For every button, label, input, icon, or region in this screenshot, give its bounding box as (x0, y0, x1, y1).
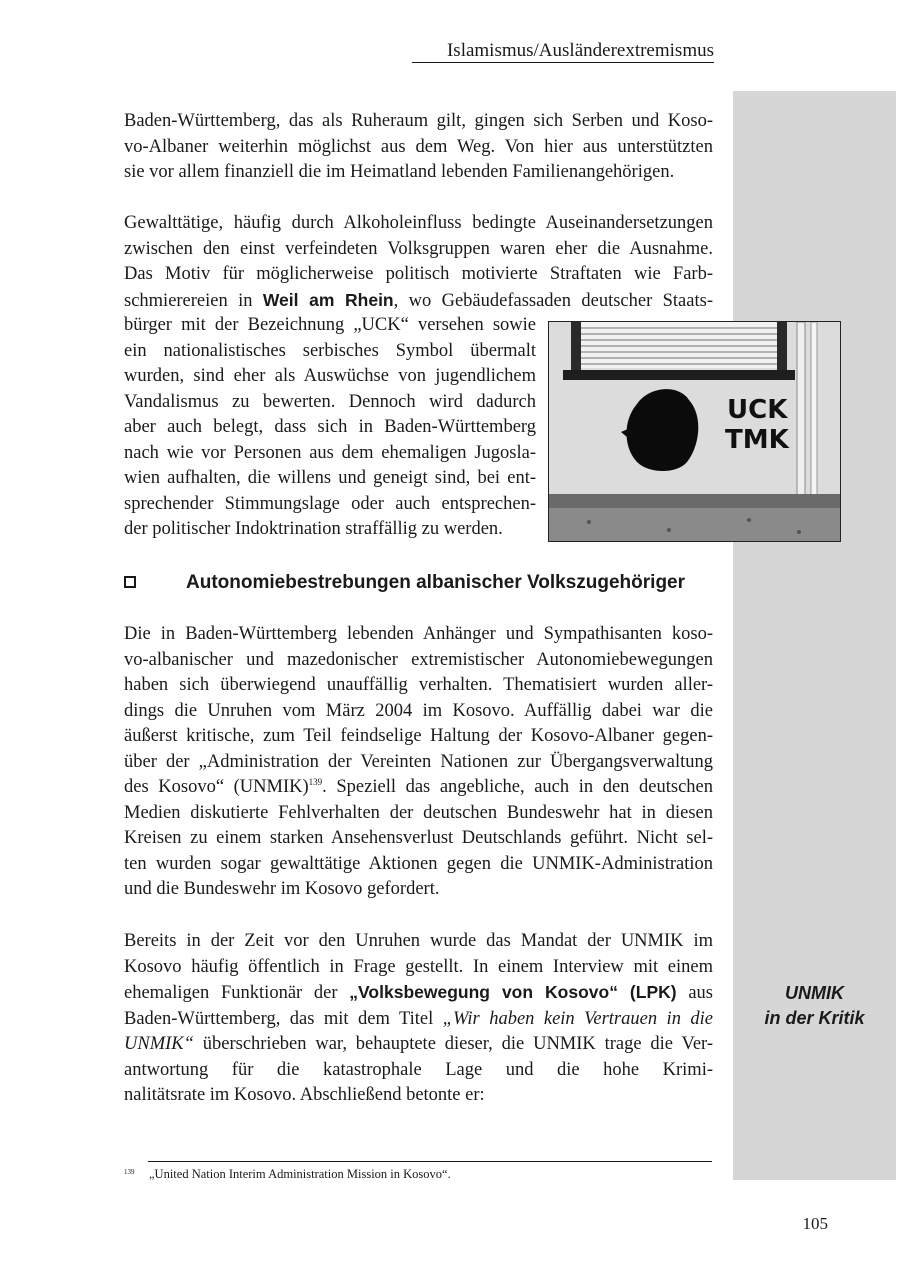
text-line (124, 1007, 713, 1033)
text-line: Bereits in der Zeit vor den Unruhen wurde das Mandat der UNMIK im (124, 931, 713, 951)
text-line: ein nationalistisches serbisches Symbol übermalt (124, 340, 536, 361)
text-line: zwischen den einst verfeindeten Volksgruppen waren eher die Ausnahme. (124, 238, 713, 259)
text-line: dings die Unruhen vom März 2004 im Kosovo. Auffällig dabei war die (124, 700, 713, 721)
text-line: wurden, sind eher als Auswüchse von jugendlichem (124, 366, 536, 386)
margin-note-line: in der Kritik (764, 1008, 865, 1028)
footnote-ref[interactable]: 139 (308, 776, 323, 787)
text-line: äußerst kritische, zum Teil feindselige Haltung der Kosovo-Albaner gegen- (124, 726, 713, 746)
text-line (124, 775, 713, 801)
text-line: Gewalttätige, häufig durch Alkoholeinfluss bedingte Auseinandersetzungen (124, 213, 713, 233)
text-run: . Speziell das angebliche, auch in den deutschen (322, 777, 713, 797)
footnote-divider (148, 1161, 712, 1162)
text-line (124, 288, 713, 315)
text-line: Kosovo häufig öffentlich in Frage gestellt. In einem Interview mit einem (124, 956, 713, 977)
paragraph-2-wrap (124, 313, 536, 543)
text-run: überschrieben war, behauptete dieser, die UNMIK trage die Ver- (193, 1034, 713, 1054)
text-run: aus (676, 983, 713, 1003)
paragraph-3 (124, 622, 713, 903)
text-line (124, 1032, 713, 1058)
graffiti-photo (548, 321, 841, 542)
text-line (124, 980, 713, 1007)
text-run: des Kosovo“ (UNMIK) (124, 777, 309, 797)
text-run: ehemaligen Funktionär der (124, 983, 350, 1003)
text-line: bürger mit der Bezeichnung „UCK“ versehen sowie (124, 315, 536, 335)
text-line: Medien diskutierte Fehlverhalten der deutschen Bundeswehr hat in diesen (124, 802, 713, 823)
interview-title: UNMIK“ (124, 1034, 194, 1054)
text-line: wien aufhalten, die willens und geneigt sind, bei ent- (124, 468, 536, 488)
text-line: sprechender Stimmungslage oder auch entsprechen- (124, 493, 536, 514)
text-line: und die Bundeswehr im Kosovo gefordert. (124, 879, 440, 899)
checkbox-bullet-icon (124, 576, 136, 588)
text-line: aber auch belegt, dass sich in Baden-Württemberg (124, 417, 536, 437)
footnote-text: „United Nation Interim Administration Mission in Kosovo“. (149, 1167, 451, 1181)
graffiti-photo-drawing (549, 322, 840, 541)
paragraph-4 (124, 929, 713, 1109)
interview-title: „Wir haben kein Vertrauen in die (442, 1008, 713, 1029)
running-header: Islamismus/Ausländerextremismus (412, 40, 714, 63)
text-line: der politischer Indoktrination straffällig zu werden. (124, 519, 503, 539)
margin-note-line: UNMIK (785, 983, 844, 1003)
text-line: antwortung für die katastrophale Lage und die hohe Krimi- (124, 1059, 713, 1080)
footnote (124, 1166, 451, 1185)
text-line: ten wurden sogar gewalttätige Aktionen gegen die UNMIK-Administration (124, 853, 713, 874)
page-number: 105 (802, 1214, 828, 1233)
text-line: über der „Administration der Vereinten Nationen zur Übergangsverwaltung (124, 751, 713, 772)
text-line: vo-albanischer und mazedonischer extremistischer Autonomiebewegungen (124, 649, 713, 670)
footnote-number: 139 (124, 1168, 135, 1176)
place-name: Weil am Rhein (262, 289, 394, 310)
text-line: nalitätsrate im Kosovo. Abschließend betonte er: (124, 1085, 485, 1105)
text-line: Das Motiv für möglicherweise politisch motivierte Straftaten wie Farb- (124, 264, 713, 284)
text-line: haben sich überwiegend unauffällig verhalten. Thematisiert wurden aller- (124, 675, 713, 695)
text-run: Baden-Württemberg, das mit dem Titel (124, 1008, 443, 1029)
section-title: Autonomiebestrebungen albanischer Volkszugehöriger (186, 572, 686, 593)
text-line: nach wie vor Personen aus dem ehemaligen Jugosla- (124, 442, 536, 463)
text-line: Die in Baden-Württemberg lebenden Anhänger und Sympathisanten koso- (124, 624, 713, 644)
organization-name: „Volksbewegung von Kosovo“ (LPK) (349, 982, 677, 1002)
graffiti-text-2: TMK (725, 425, 789, 455)
text-line: Vandalismus zu bewerten. Dennoch wird dadurch (124, 391, 536, 412)
paragraph-2 (124, 211, 713, 314)
text-line: Kreisen zu einem starken Ansehensverlust Deutschlands geführt. Nicht sel- (124, 828, 713, 848)
text-line: vo-Albaner weiterhin möglichst aus dem Weg. Von hier aus unterstützten (124, 136, 713, 157)
text-line: sie vor allem finanziell die im Heimatland lebenden Familienangehörigen. (124, 162, 675, 182)
paragraph-1 (124, 109, 713, 186)
text-line: Baden-Württemberg, das als Ruheraum gilt, gingen sich Serben und Koso- (124, 111, 713, 131)
margin-note (733, 981, 896, 1031)
graffiti-text-1: UCK (727, 395, 788, 425)
text-run: schmierereien in (124, 290, 263, 311)
text-run: , wo Gebäudefassaden deutscher Staats- (393, 290, 713, 311)
